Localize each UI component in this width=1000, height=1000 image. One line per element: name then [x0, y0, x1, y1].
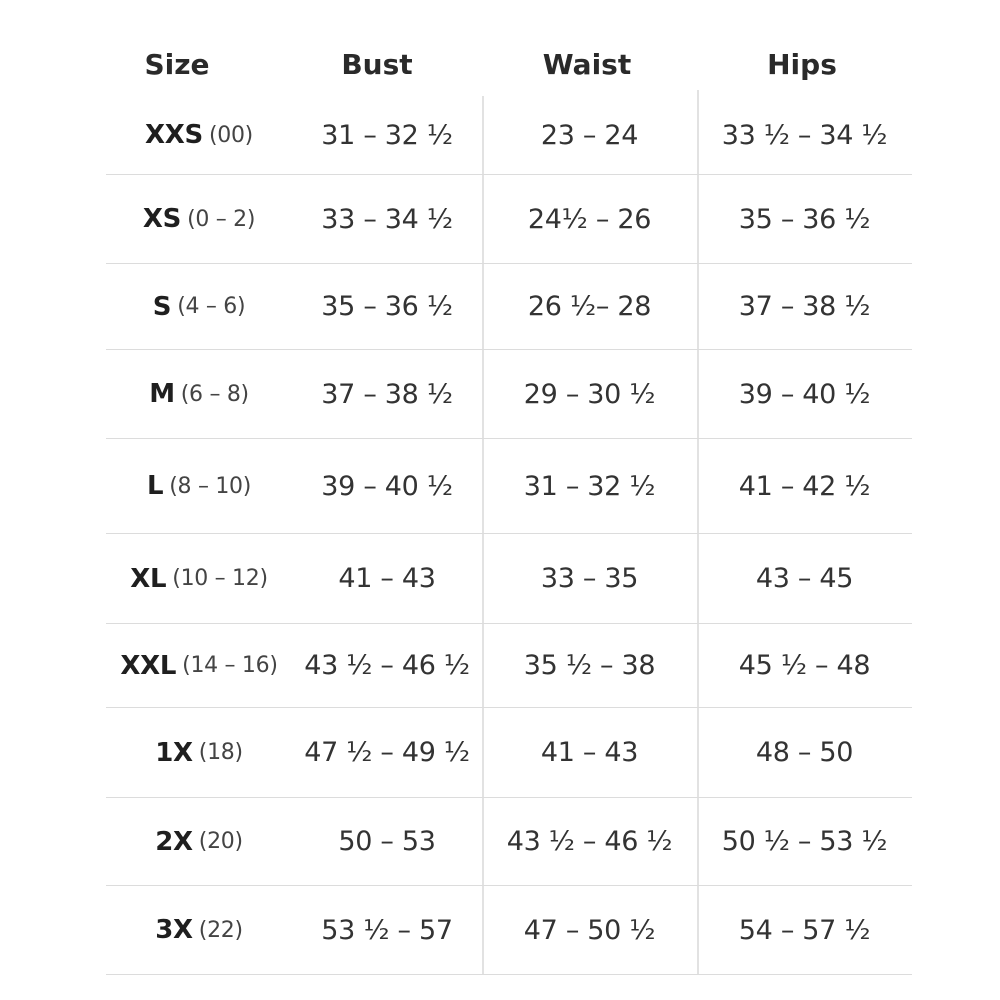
- table-row: [106, 886, 912, 975]
- bust-cell: 41 – 43: [338, 563, 436, 594]
- bust-cell: 37 – 38 ½: [321, 378, 453, 410]
- waist-cell: 47 – 50 ½: [523, 914, 656, 946]
- hips-cell: 35 – 36 ½: [738, 203, 871, 235]
- size-cell: [106, 624, 292, 707]
- bust-cell: 43 ½ – 46 ½: [304, 650, 470, 681]
- hips-cell: 54 – 57 ½: [738, 914, 871, 946]
- waist-cell: 26 ½– 28: [527, 291, 652, 322]
- size-cell: [106, 439, 292, 533]
- size-code: XXS: [145, 120, 203, 150]
- header-bust: Bust: [341, 48, 413, 81]
- hips-cell: 37 – 38 ½: [738, 291, 871, 322]
- hips-cell: 43 – 45: [755, 563, 854, 594]
- table-row: [106, 350, 912, 439]
- size-code: 2X: [155, 826, 193, 857]
- size-cell: [106, 96, 292, 174]
- bust-cell: 31 – 32 ½: [321, 119, 453, 151]
- header-hips: Hips: [767, 48, 837, 81]
- size-code: XL: [130, 563, 167, 594]
- hips-cell: 41 – 42 ½: [738, 470, 871, 502]
- size-code: 1X: [155, 737, 193, 768]
- waist-cell: 35 ½ – 38: [523, 650, 656, 681]
- hips-cell: 39 – 40 ½: [738, 378, 871, 410]
- bust-cell: 39 – 40 ½: [321, 470, 453, 502]
- header-waist: Waist: [542, 48, 632, 81]
- table-row: [106, 624, 912, 708]
- table-row: [106, 96, 912, 175]
- size-number: (00): [208, 122, 253, 148]
- waist-cell: 31 – 32 ½: [523, 470, 656, 502]
- size-number: (18): [198, 740, 243, 765]
- size-number: (0 – 2): [187, 206, 256, 232]
- bust-cell: 47 ½ – 49 ½: [304, 737, 470, 768]
- size-number: (8 – 10): [169, 473, 252, 499]
- hips-cell: 45 ½ – 48: [738, 650, 871, 681]
- header-size: Size: [144, 48, 210, 81]
- size-cell: [106, 886, 292, 974]
- bust-cell: 35 – 36 ½: [321, 291, 453, 322]
- size-cell: [106, 175, 292, 263]
- waist-cell: 29 – 30 ½: [523, 378, 656, 410]
- waist-cell: 24½ – 26: [527, 203, 652, 235]
- table-row: [106, 175, 912, 264]
- table-header-row: [106, 30, 912, 104]
- bust-cell: 53 ½ – 57: [321, 914, 453, 946]
- hips-cell: 48 – 50: [755, 737, 854, 768]
- size-number: (20): [198, 829, 243, 854]
- size-chart-table: [106, 30, 912, 975]
- size-cell: [106, 264, 292, 349]
- table-row: [106, 264, 912, 350]
- size-code: L: [146, 471, 164, 501]
- size-cell: [106, 708, 292, 797]
- size-number: (14 – 16): [182, 653, 278, 678]
- hips-cell: 33 ½ – 34 ½: [721, 119, 888, 151]
- size-cell: [106, 350, 292, 438]
- size-code: 3X: [155, 915, 193, 945]
- size-cell: [106, 798, 292, 885]
- size-number: (22): [198, 917, 243, 943]
- waist-cell: 43 ½ – 46 ½: [506, 826, 673, 857]
- size-number: (4 – 6): [177, 294, 246, 319]
- size-number: (10 – 12): [172, 566, 268, 591]
- table-row: [106, 534, 912, 624]
- hips-cell: 50 ½ – 53 ½: [721, 826, 888, 857]
- table-row: [106, 798, 912, 886]
- size-number: (6 – 8): [180, 381, 249, 407]
- size-code: S: [152, 291, 172, 322]
- table-row: [106, 439, 912, 534]
- bust-cell: 50 – 53: [338, 826, 436, 857]
- waist-cell: 33 – 35: [540, 563, 639, 594]
- size-code: M: [149, 379, 175, 409]
- size-cell: [106, 534, 292, 623]
- size-code: XS: [142, 204, 182, 234]
- table-row: [106, 708, 912, 798]
- waist-cell: 23 – 24: [540, 119, 639, 151]
- size-code: XXL: [120, 650, 177, 681]
- waist-cell: 41 – 43: [540, 737, 639, 768]
- bust-cell: 33 – 34 ½: [321, 203, 453, 235]
